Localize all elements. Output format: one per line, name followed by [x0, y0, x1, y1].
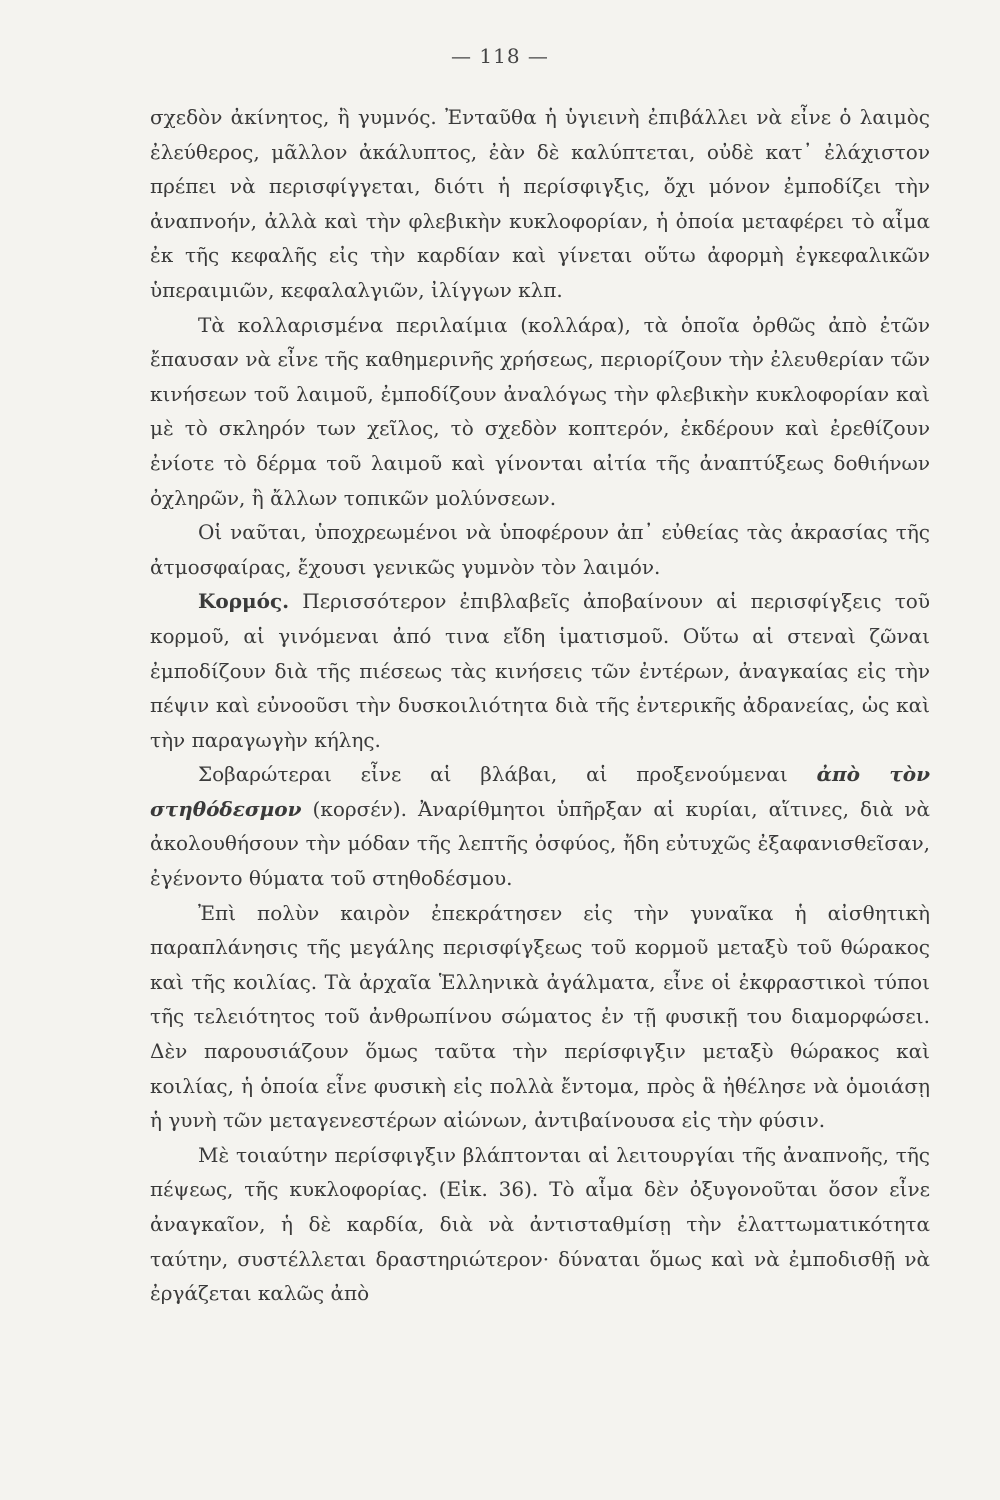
- paragraph-1: σχεδὸν ἀκίνητος, ἢ γυμνός. Ἐνταῦθα ἡ ὑγιεινὴ ἐπιβάλλει νὰ εἶνε ὁ λαιμὸς ἐλεύθερος, μᾶλλον ἀκάλυπτος, ἐὰν δὲ καλύπτεται, οὐδὲ κατ᾽ ἐλάχιστον πρέπει νὰ περισφίγγεται, διότι ἡ περίσφιγξις, ὄχι μόνον ἐμποδίζει τὴν ἀναπνοήν, ἀλλὰ καὶ τὴν φλεβικὴν κυκλοφορίαν, ἡ ὁποία μεταφέρει τὸ αἷμα ἐκ τῆς κεφαλῆς εἰς τὴν καρδίαν καὶ γίνεται οὕτω ἀφορμὴ ἐγκεφαλικῶν ὑπεραιμιῶν, κεφαλαλγιῶν, ἰλίγγων κλπ.: [150, 105, 930, 302]
- paragraph-5: [150, 757, 930, 895]
- paragraph-5-emphasis: ἀπὸ τὸν στηθόδεσμον: [150, 762, 930, 821]
- paragraph-6: Ἐπὶ πολὺν καιρὸν ἐπεκράτησεν εἰς τὴν γυναῖκα ἡ αἰσθητικὴ παραπλάνησις τῆς μεγάλης περισφίγξεως τοῦ κορμοῦ μεταξὺ τοῦ θώρακος καὶ τῆς κοιλίας. Τὰ ἀρχαῖα Ἑλληνικὰ ἀγάλματα, εἶνε οἱ ἐκφραστικοὶ τύποι τῆς τελειότητος τοῦ ἀνθρωπίνου σώματος ἐν τῇ φυσικῇ του διαμορφώσει. Δὲν παρουσιάζουν ὅμως ταῦτα τὴν περίσφιγξιν μεταξὺ θώρακος καὶ κοιλίας, ἡ ὁποία εἶνε φυσικὴ εἰς πολλὰ ἔντομα, πρὸς ἃ ἠθέλησε νὰ ὁμοιάσῃ ἡ γυνὴ τῶν μεταγενεστέρων αἰώνων, ἀντιβαίνουσα εἰς τὴν φύσιν.: [150, 900, 930, 1133]
- section-heading-kormos: Κορμός.: [198, 589, 290, 614]
- body-text: [150, 100, 930, 1311]
- paragraph-4: [150, 584, 930, 757]
- paragraph-3: Οἱ ναῦται, ὑποχρεωμένοι νὰ ὑποφέρουν ἀπ᾽ εὐθείας τὰς ἀκρασίας τῆς ἀτμοσφαίρας, ἔχουσι γενικῶς γυμνὸν τὸν λαιμόν.: [150, 520, 930, 579]
- paragraph-7: Μὲ τοιαύτην περίσφιγξιν βλάπτονται αἱ λειτουργίαι τῆς ἀναπνοῆς, τῆς πέψεως, τῆς κυκλοφορίας. (Εἰκ. 36). Τὸ αἷμα δὲν ὀξυγονοῦται ὅσον εἶνε ἀναγκαῖον, ἡ δὲ καρδία, διὰ νὰ ἀντισταθμίσῃ τὴν ἐλαττωματικότητα ταύτην, συστέλλεται δραστηριώτερον· δύναται ὅμως καὶ νὰ ἐμποδισθῇ νὰ ἐργάζεται καλῶς ἀπὸ: [150, 1142, 930, 1306]
- paragraph-2: Τὰ κολλαρισμένα περιλαίμια (κολλάρα), τὰ ὁποῖα ὀρθῶς ἀπὸ ἐτῶν ἔπαυσαν νὰ εἶνε τῆς καθημερινῆς χρήσεως, περιορίζουν τὴν ἐλευθερίαν τῶν κινήσεων τοῦ λαιμοῦ, ἐμποδίζουν ἀναλόγως τὴν φλεβικὴν κυκλοφορίαν καὶ μὲ τὸ σκληρόν των χεῖλος, τὸ σχεδὸν κοπτερόν, ἐκδέρουν καὶ ἐρεθίζουν ἐνίοτε τὸ δέρμα τοῦ λαιμοῦ καὶ γίνονται αἰτία τῆς ἀναπτύξεως δοθιήνων ὀχληρῶν, ἢ ἄλλων τοπικῶν μολύνσεων.: [150, 312, 930, 510]
- page-number: — 118 —: [451, 44, 549, 68]
- paragraph-4-text: Περισσότερον ἐπιβλαβεῖς ἀποβαίνουν αἱ περισφίγξεις τοῦ κορμοῦ, αἱ γινόμεναι ἀπό τινα εἴδη ἱματισμοῦ. Οὕτω αἱ στεναὶ ζῶναι ἐμποδίζουν διὰ τῆς πιέσεως τὰς κινήσεις τῶν ἐντέρων, ἀναγκαίας εἰς τὴν πέψιν καὶ εὐνοοῦσι τὴν δυσκοιλιότητα διὰ τῆς ἐντερικῆς ἀδρανείας, ὡς καὶ τὴν παραγωγὴν κήλης.: [150, 589, 930, 752]
- paragraph-5-after: (κορσέν). Ἀναρίθμητοι ὑπῆρξαν αἱ κυρίαι, αἵτινες, διὰ νὰ ἀκολουθήσουν τὴν μόδαν τῆς λεπτῆς ὀσφύος, ἤδη εὐτυχῶς ἐξαφανισθεῖσαν, ἐγένοντο θύματα τοῦ στηθοδέσμου.: [150, 796, 930, 891]
- paragraph-5-before: Σοβαρώτεραι εἶνε αἱ βλάβαι, αἱ προξενούμεναι: [198, 762, 817, 787]
